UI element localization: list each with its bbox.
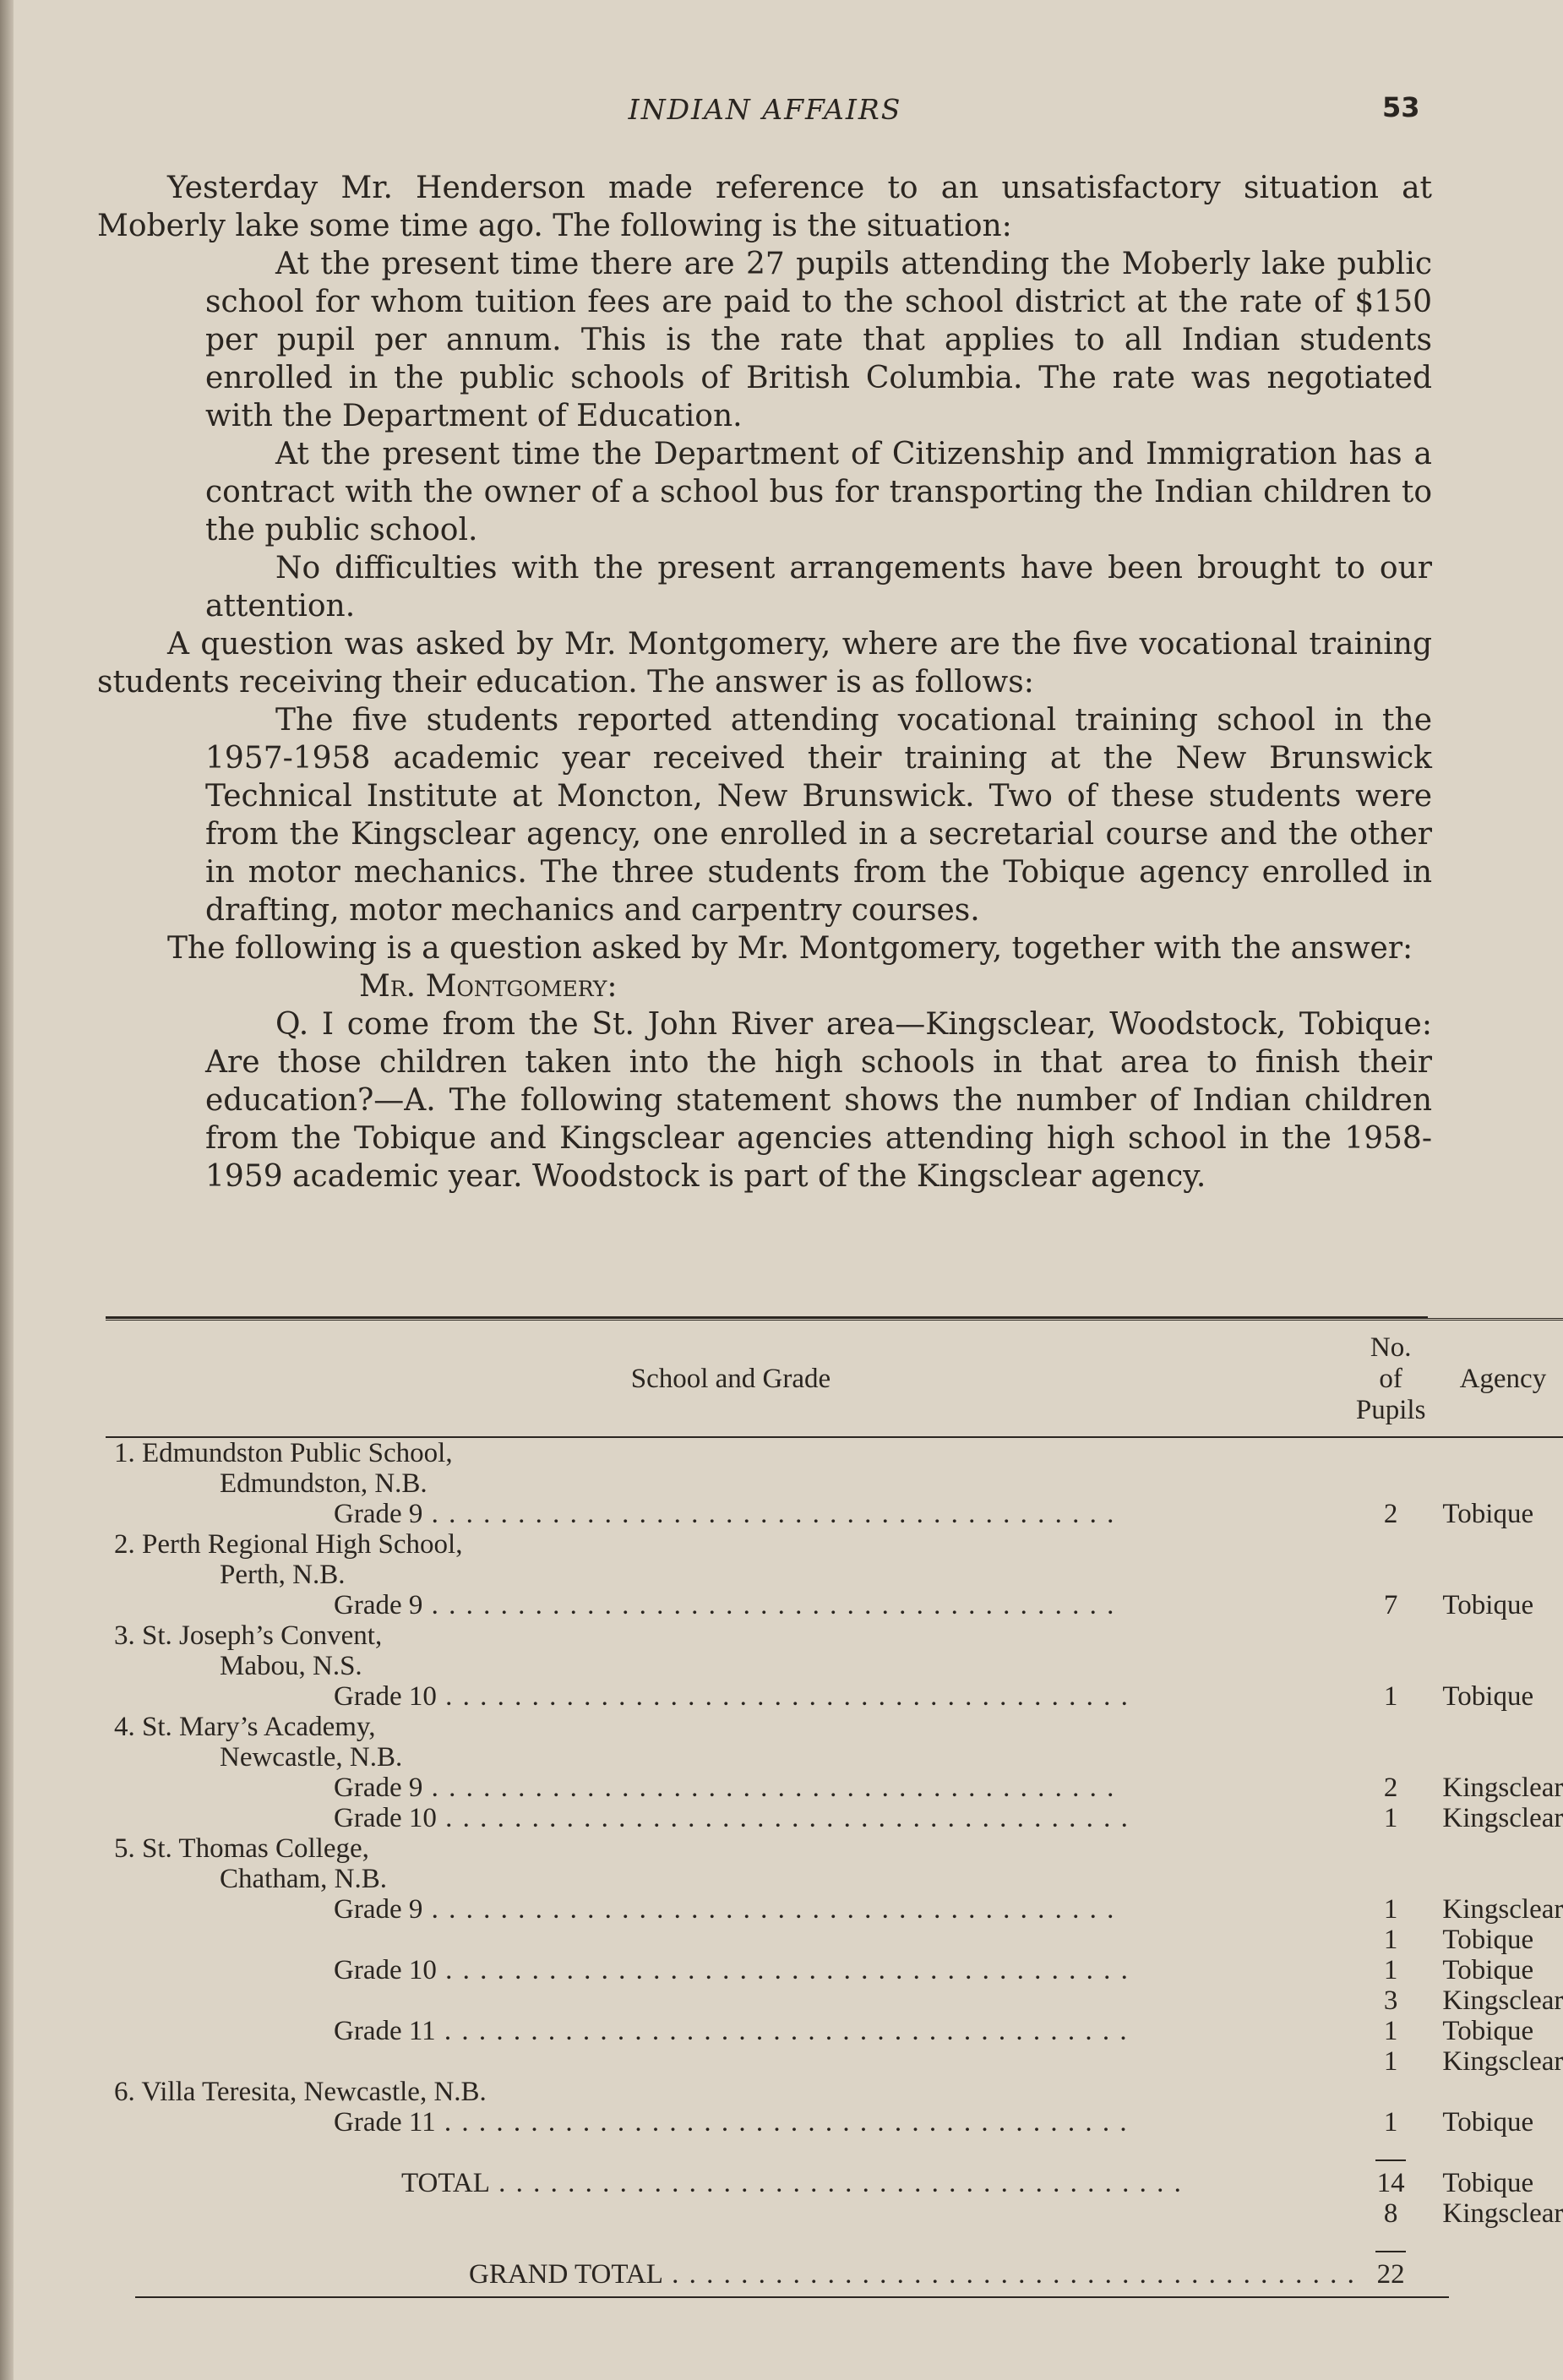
table-row [106,1955,1563,1985]
pupils-cell: 1 [1383,1925,1398,1955]
school-cell: 3. St. Joseph’s Convent, [114,1620,383,1651]
school-cell [106,1499,1356,1529]
school-cell: 4. St. Mary’s Academy, [114,1712,376,1742]
header-school-and-grade: School and Grade [106,1320,1356,1438]
pupils-cell [1356,1468,1426,1499]
school-cell: Chatham, N.B. [220,1864,387,1894]
table-row [106,1864,1563,1894]
quoted-paragraph: The five students reported attending vocational training school in the 1957-1958 academic year received their training at the New Brunswick Technical Institute at Moncton, New Brunswick. Two of these students were from the Kingsclear agency, one enrolled in a secretarial course and the other in motor mechanics. The three students from the Tobique agency enrolled in drafting, motor mechanics and carpentry courses. [205,703,1432,928]
pupils-cell [1356,1437,1426,1468]
pupils-cell [1356,1620,1426,1651]
school-cell: Perth, N.B. [220,1560,346,1590]
agency-cell: Tobique [1442,2107,1534,2138]
sum-rule-row [106,2229,1563,2259]
agency-cell: Kingsclear [1442,1803,1563,1833]
pupils-cell: 1 [1383,2107,1398,2138]
running-header-title: INDIAN AFFAIRS [628,93,902,126]
grade-label [334,1681,1162,1712]
grand-total-label: GRAND TOTAL . . . [469,2259,1356,2290]
agency-cell: Tobique [1442,1590,1534,1620]
grade-text: Grade 10 . . . [334,1803,1130,1833]
grade-label [334,1499,1162,1529]
agency-cell: Tobique [1442,1499,1534,1529]
table-row [106,2046,1563,2077]
table-row [106,2198,1563,2229]
school-cell: Newcastle, N.B. [220,1742,403,1773]
school-cell: 5. St. Thomas College, [114,1833,369,1864]
grade-text: Grade 10 . . . [334,1681,1130,1712]
pupils-cell: 2 [1383,1773,1398,1803]
table-row [106,1712,1563,1742]
pupils-cell: 14 [1376,2168,1405,2198]
total-label: TOTAL . . . [401,2168,1183,2198]
table-row [106,1590,1563,1620]
grade-label [334,1803,1162,1833]
grade-text: Grade 9 . . . [334,1499,1115,1529]
table-row [106,1925,1563,1955]
table-bottom-rule [135,2296,1449,2298]
agency-cell: Kingsclear [1442,2198,1563,2229]
grade-text: Grade 11 . . . [334,2107,1129,2138]
pupils-cell: 8 [1383,2198,1398,2229]
grade-text: Grade 9 . . . [334,1894,1115,1925]
header-no-of-pupils: No. of Pupils [1356,1320,1426,1438]
quoted-paragraph: At the present time there are 27 pupils attending the Moberly lake public school for whom tuition fees are paid to the school district at the rate of $150 per pupil per annum. This is the rate that applies to all Indian students enrolled in the public schools of British Columbia. The rate was negotiated with the Department of Education. [205,247,1432,433]
pupils-cell [1356,1651,1426,1681]
school-cell [106,2168,1356,2198]
pupils-cell: 1 [1383,1894,1398,1925]
pupils-cell [1356,1742,1426,1773]
table-row [106,1468,1563,1499]
agency-cell [1425,1437,1563,1468]
table-header-row [106,1320,1563,1438]
pupils-cell: 2 [1383,1499,1398,1529]
table-row [106,1681,1563,1712]
school-cell [106,1985,1356,2016]
school-cell: 1. Edmundston Public School, [114,1438,453,1468]
grade-text: Grade 11 . . . [334,2016,1129,2046]
agency-cell [1425,1620,1563,1651]
quoted-paragraph: No difficulties with the present arrangements have been brought to our attention. [205,551,1432,624]
agency-cell [1425,2077,1563,2107]
pupils-cell [1356,2229,1426,2259]
agency-cell: Tobique [1442,1681,1534,1712]
grade-label [334,1773,1162,1803]
table-row [106,1742,1563,1773]
agency-cell: Tobique [1442,2168,1534,2198]
table-row [106,1985,1563,2016]
paragraph: Yesterday Mr. Henderson made reference to an unsatisfactory situation at Moberly lake some time ago. The following is the situation: [97,171,1432,243]
school-cell [106,1590,1356,1620]
paragraph: The following is a question asked by Mr. Montgomery, together with the answer: [167,931,1413,966]
sum-rule [1375,2159,1406,2161]
quoted-paragraph: At the present time the Department of Citizenship and Immigration has a contract with the owner of a school bus for transporting the Indian children to the public school. [205,437,1432,547]
agency-cell [1425,2138,1563,2168]
grade-label [334,1955,1162,1985]
table-body [106,1437,1563,2290]
grade-label [334,2107,1162,2138]
agency-cell [1425,1833,1563,1864]
table-row [106,2016,1563,2046]
agency-cell: Kingsclear [1442,1894,1563,1925]
agency-cell: Tobique [1442,2016,1534,2046]
pupils-table [106,1318,1563,2290]
table-row [106,1437,1563,1468]
pupils-cell: 1 [1383,1803,1398,1833]
agency-cell: Tobique [1442,1955,1534,1985]
table-row [106,2077,1563,2107]
agency-cell [1425,1529,1563,1560]
school-cell [106,2229,1356,2259]
agency-cell: Kingsclear [1442,2046,1563,2077]
pupils-cell: 1 [1383,2046,1398,2077]
grade-label [334,1590,1162,1620]
pupils-cell: 1 [1383,1955,1398,1985]
agency-cell [1425,1712,1563,1742]
grade-label [334,1894,1162,1925]
agency-cell [1425,1468,1563,1499]
agency-cell: Kingsclear [1442,1773,1563,1803]
grand-total-row [106,2259,1563,2290]
school-cell [106,2107,1356,2138]
pupils-cell: 7 [1383,1590,1398,1620]
table-row [106,2107,1563,2138]
school-cell [106,1803,1356,1833]
grade-text: Grade 10 . . . [334,1955,1130,1985]
school-cell [106,1773,1356,1803]
agency-cell: Tobique [1442,1925,1534,1955]
pupils-cell [1356,1560,1426,1590]
quoted-paragraph: Q. I come from the St. John River area—Kingsclear, Woodstock, Tobique: Are those children taken into the high schools in that area to finish their education?—A. The following statement shows the number of Indian children from the Tobique and Kingsclear agencies attending high school in the 1958-1959 academic year. Woodstock is part of the Kingsclear agency. [205,1007,1432,1194]
pupils-cell [1356,2138,1426,2168]
speaker-label: Mr. Montgomery: [359,969,618,1004]
pupils-cell: 1 [1383,1681,1398,1712]
school-cell [106,2138,1356,2168]
school-cell: 2. Perth Regional High School, [114,1529,463,1560]
grade-text: Grade 9 . . . [334,1590,1115,1620]
sum-rule-row [106,2138,1563,2168]
pupils-cell [1356,1864,1426,1894]
school-cell [106,2016,1356,2046]
table-row [106,1773,1563,1803]
agency-cell [1425,2229,1563,2259]
header-agency: Agency [1425,1320,1563,1438]
school-cell [106,1925,1356,1955]
school-cell: Edmundston, N.B. [220,1468,428,1499]
grade-text: Grade 9 . . . [334,1773,1115,1803]
agency-cell [1425,1742,1563,1773]
page-number: 53 [1382,91,1420,123]
sum-rule [1375,2251,1406,2252]
total-row [106,2168,1563,2198]
table-row [106,1499,1563,1529]
pupils-cell [1356,1712,1426,1742]
table-row [106,1833,1563,1864]
table-row [106,1894,1563,1925]
school-cell: Mabou, N.S. [220,1651,362,1681]
school-cell [106,2198,1356,2229]
table-row [106,1651,1563,1681]
grade-label [334,2016,1162,2046]
pupils-cell: 1 [1383,2016,1398,2046]
school-cell [106,2046,1356,2077]
agency-cell [1425,1560,1563,1590]
agency-cell: Kingsclear [1442,1985,1563,2016]
school-cell [106,1955,1356,1985]
school-cell [106,2259,1356,2290]
agency-cell [1425,1864,1563,1894]
school-cell: 6. Villa Teresita, Newcastle, N.B. [114,2077,487,2107]
pupils-cell: 3 [1383,1985,1398,2016]
table-row [106,1803,1563,1833]
pupils-cell [1356,1529,1426,1560]
paragraph: A question was asked by Mr. Montgomery, where are the five vocational training students receiving their education. The answer is as follows: [97,627,1432,700]
agency-cell [1425,2259,1563,2290]
pupils-cell [1356,2077,1426,2107]
table-row [106,1620,1563,1651]
pupils-cell [1356,1833,1426,1864]
page-binding-edge [0,0,14,2380]
table-row [106,1560,1563,1590]
agency-cell [1425,1651,1563,1681]
body-text [97,169,1432,1195]
school-cell [106,1681,1356,1712]
pupils-cell: 22 [1376,2259,1405,2290]
table-row [106,1529,1563,1560]
school-cell [106,1894,1356,1925]
